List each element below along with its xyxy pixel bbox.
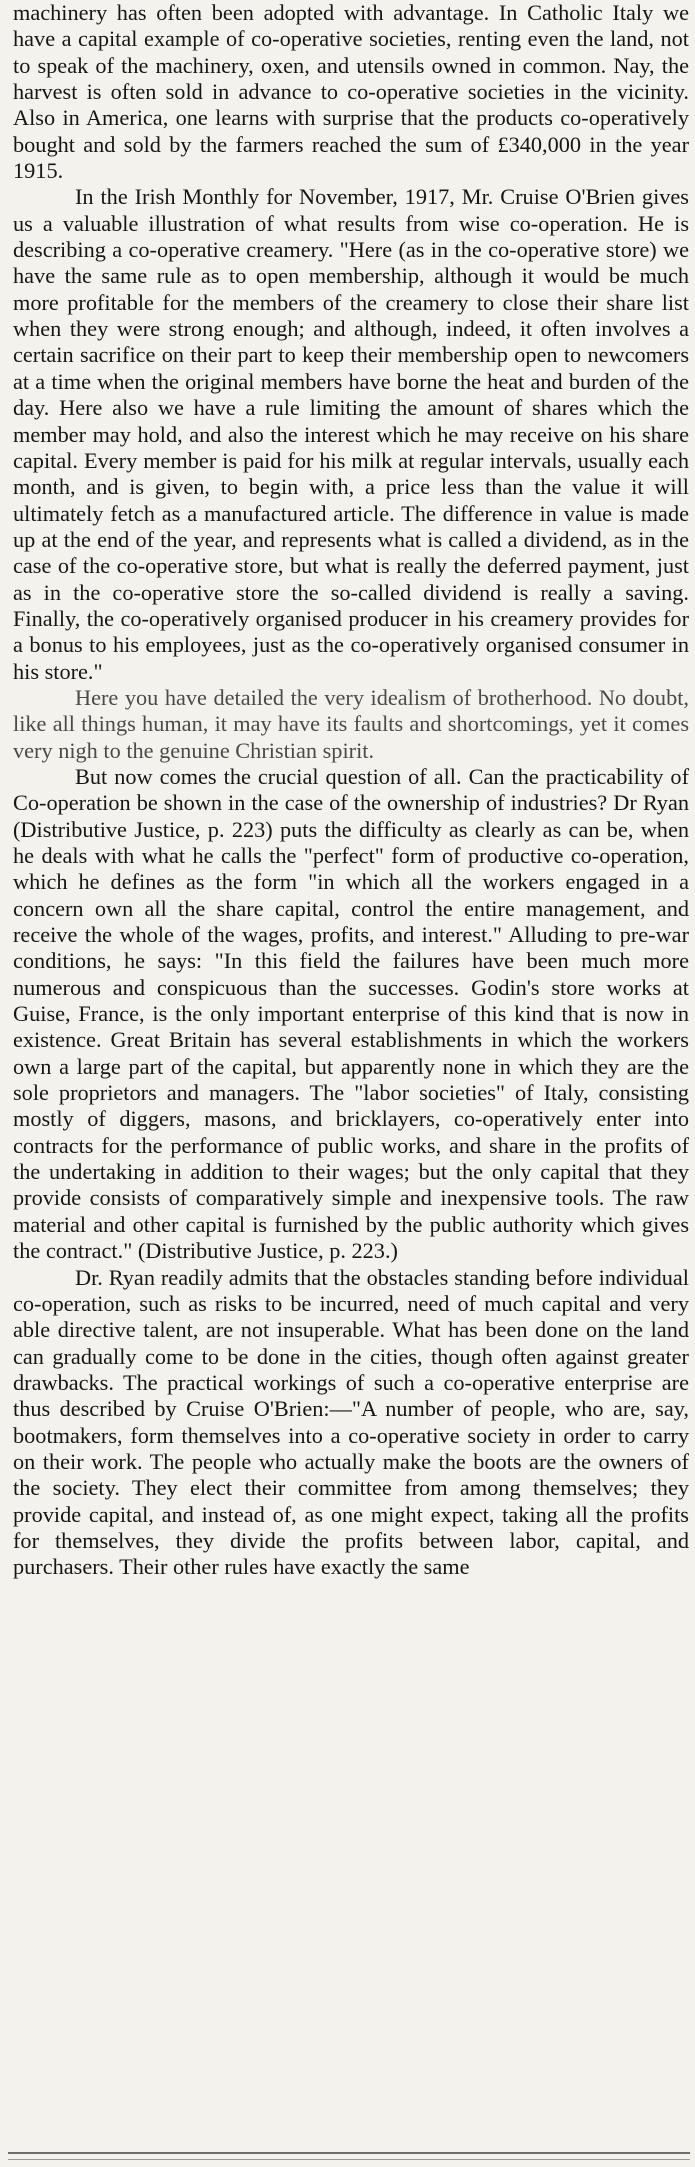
bottom-rule xyxy=(8,2159,690,2160)
paragraph: machinery has often been adopted with advantage. In Catholic Italy we have a capital example of co-operative societies, renting even the land, not to speak of the machinery, oxen, and utensils owned in common. Nay, the harvest is often sold in advance to co-operative societies in the vicinity. Also in America, one learns with surprise that the products co-operatively bought and sold by the farmers reached the sum of £340,000 in the year 1915. xyxy=(13,0,689,184)
paragraph: But now comes the crucial question of all. Can the practicability of Co-operation be shown in the case of the ownership of industries? Dr Ryan (Distributive Justice, p. 223) puts the difficulty as clearly as can be, when he deals with what he calls the "perfect" form of productive co-operation, which he defines as the form "in which all the workers engaged in a concern own all the share capital, control the entire management, and receive the whole of the wages, profits, and interest." Alluding to pre-war conditions, he says: "In this field the failures have been much more numerous and conspicuous than the successes. Godin's store works at Guise, France, is the only important enterprise of this kind that is now in existence. Great Britain has several establishments in which the workers own a large part of the capital, but apparently none in which they are the sole proprietors and managers. The "labor societies" of Italy, consisting mostly of diggers, masons, and bricklayers, co-operatively enter into contracts for the performance of public works, and share in the profits of the undertaking in addition to their wages; but the only capital that they provide consists of comparatively simple and inexpensive tools. The raw material and other capital is furnished by the public authority which gives the contract." (Distributive Justice, p. 223.) xyxy=(13,763,689,1264)
paragraph: In the Irish Monthly for November, 1917, Mr. Cruise O'Brien gives us a valuable illustration of what results from wise co-operation. He is describing a co-operative creamery. "Here (as in the co-operative store) we have the same rule as to open membership, although it would be much more profitable for the members of the creamery to close their share list when they were strong enough; and although, indeed, it often involves a certain sacrifice on their part to keep their membership open to newcomers at a time when the original members have borne the heat and burden of the day. Here also we have a rule limiting the amount of shares which the member may hold, and also the interest which he may receive on his share capital. Every member is paid for his milk at regular intervals, usually each month, and is given, to begin with, a price less than the value it will ultimately fetch as a manufactured article. The difference in value is made up at the end of the year, and represents what is called a dividend, as in the case of the co-operative store, but what is really the deferred payment, just as in the co-operative store the so-called dividend is really a saving. Finally, the co-operatively organised producer in his creamery provides for a bonus to his employees, just as the co-operatively organised consumer in his store." xyxy=(13,184,689,684)
bottom-rule xyxy=(8,2152,690,2154)
paragraph: Dr. Ryan readily admits that the obstacles standing before individual co-operation, such as risks to be incurred, need of much capital and very able directive talent, are not insuperable. What has been done on the land can gradually come to be done in the cities, though often against greater drawbacks. The practical workings of such a co-operative enterprise are thus described by Cruise O'Brien:—"A number of people, who are, say, bootmakers, form themselves into a co-operative society in order to carry on their work. The people who actually make the boots are the owners of the society. They elect their committee from among themselves; they provide capital, and instead of, as one might expect, taking all the profits for themselves, they divide the profits between labor, capital, and purchasers. Their other rules have exactly the same xyxy=(13,1264,689,1580)
paragraph: Here you have detailed the very idealism of brotherhood. No doubt, like all things human, it may have its faults and shortcomings, yet it comes very nigh to the genuine Christian spirit. xyxy=(13,684,689,763)
article-column xyxy=(13,0,689,1581)
